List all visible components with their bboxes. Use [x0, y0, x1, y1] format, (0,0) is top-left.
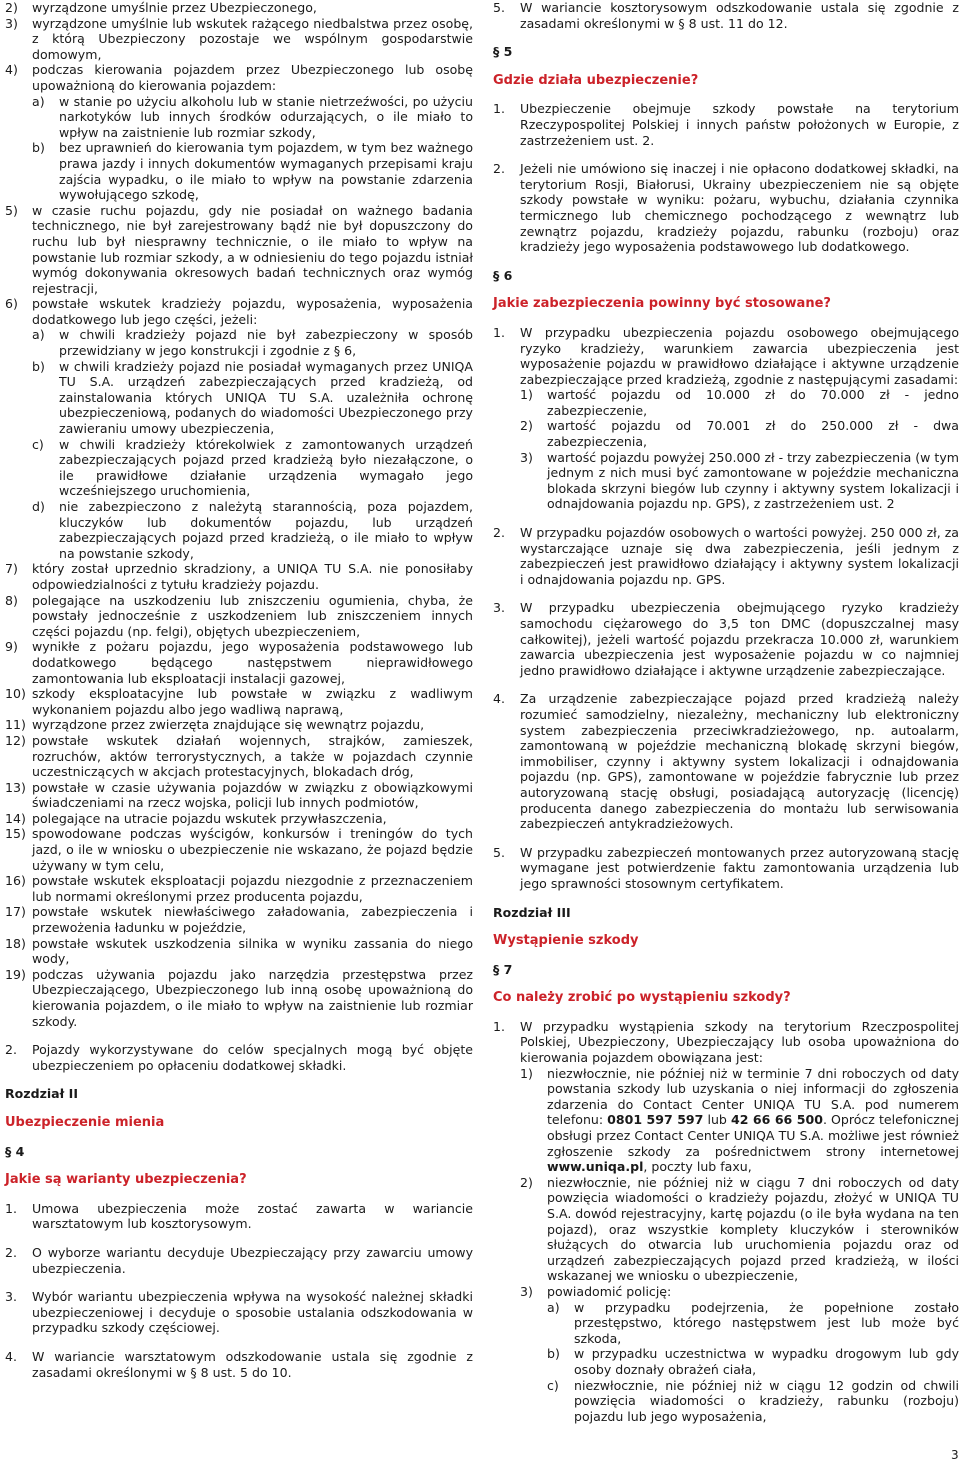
- list-item: [5, 826, 473, 873]
- list-item-number: 2): [520, 418, 533, 434]
- list-item: [5, 561, 473, 592]
- list-item: [5, 94, 473, 141]
- list-item-text: w chwili kradzieży pojazd nie posiadał wymaganych przez UNIQA TU S.A. urządzeń zabezpieczających przed kradzieżą, od zainstalowania których UNIQA TU S.A. uzależniła ochronę ubezpieczeniową, podanych do wiadomości Ubezpieczonego przy zawieraniu umowy ubezpieczenia,: [59, 358, 473, 437]
- list-item-text: powstałe wskutek eksploatacji pojazdu niezgodnie z przeznaczeniem lub normami określonymi przez producenta pojazdu,: [32, 873, 473, 904]
- list-item-text: powstałe wskutek działań wojennych, strajków, zamieszek, rozruchów, aktów terrorystycznych, a także w pojazdach czynnie uczestniczących w akcjach protestacyjnych, blokadach dróg,: [32, 732, 473, 780]
- list-item: [5, 499, 473, 561]
- list-item-text: w chwili kradzieży którekolwiek z zamontowanych urządzeń zabezpieczających pojazd przed kradzieżą było niezałączone, o ile prawidłowe działanie urządzenia wymagało jego wcześniejszego uruchomienia,: [59, 436, 473, 499]
- chapter-title: Ubezpieczenie mienia: [5, 1114, 165, 1130]
- list-item-number: c): [32, 436, 44, 452]
- list-item: [493, 1346, 959, 1377]
- list-item: [5, 359, 473, 437]
- list-item-number: 2): [5, 0, 18, 15]
- page-number: 3: [951, 1448, 959, 1462]
- list-item: [5, 873, 473, 904]
- item-2: 2. Pojazdy wykorzystywane do celów specjalnych mogą być objęte ubezpieczeniem po opłaceniu dodatkowej składki.: [5, 1042, 473, 1073]
- list-item-number: 2.: [5, 1244, 17, 1260]
- item-7-1-1: 1) niezwłocznie, nie później niż w terminie 7 dni roboczych od daty powstania szkody lub uzyskania o niej informacji do zgłoszenia zdarzenia do Contact Center UNIQA TU S.A. pod numerem telefonu: 0801 597 597 lub 42 66 66 500. Oprócz telefonicznej obsługi przez Contact Center UNIQA TU S.A. możliwe jest również zgłoszenie szkody za pośrednictwem strony internetowej www.uniqa.pl, poczty lub faxu,: [520, 1065, 959, 1175]
- list-item: [493, 525, 959, 587]
- list-item-text: Umowa ubezpieczenia może zostać zawarta w wariancie warsztatowym lub kosztorysowym.: [32, 1200, 473, 1232]
- list-item-number: 2): [520, 1174, 533, 1190]
- list-item: [493, 1300, 959, 1347]
- list-item: [493, 1284, 959, 1300]
- list-item-text: powstałe w czasie używania pojazdów w związku z obowiązkowymi świadczeniami na rzecz wojska, policji lub innych podmiotów,: [32, 779, 473, 811]
- section-heading: § 6: [493, 267, 513, 283]
- list-item: [5, 0, 473, 16]
- list-item-text: O wyborze wariantu decyduje Ubezpieczający przy zawarciu umowy ubezpieczenia.: [32, 1244, 473, 1276]
- list-item-text: nie zabezpieczono z należytą starannością, poza pojazdem, kluczyków lub dokumentów pojazdu, lub urządzeń zabezpieczających pojazd przed kradzieżą, o ile miało to wpływ na powstanie szkody,: [59, 499, 473, 561]
- list-item-text: Ubezpieczenie obejmuje szkody powstałe na terytorium Rzeczypospolitej Polskiej i innych państw położonych w Europie, z zastrzeżeniem ust. 2.: [520, 101, 959, 148]
- list-item: [5, 593, 473, 640]
- list-item: [5, 936, 473, 967]
- list-item-text: powstałe wskutek niewłaściwego załadowania, zabezpieczenia i przewożenia ładunku w pojeździe,: [32, 904, 473, 936]
- list-item: [5, 1245, 473, 1276]
- list-item-number: 15): [5, 826, 26, 842]
- list-item-text: polegające na utracie pojazdu wskutek przywłaszczenia,: [32, 810, 387, 826]
- list-item-text: wyrządzone przez zwierzęta znajdujące się wewnątrz pojazdu,: [32, 717, 425, 733]
- list-item-number: 7): [5, 561, 18, 577]
- list-item-text: powstałe wskutek kradzieży pojazdu, wyposażenia, wyposażenia dodatkowego lub jego części, jeżeli:: [32, 296, 473, 327]
- list-item-number: 3): [520, 449, 533, 465]
- chapter-heading: Rozdział III: [493, 904, 571, 920]
- list-item-text: w czasie ruchu pojazdu, gdy nie posiadał on ważnego badania technicznego, nie był zarejestrowany bądź nie był dopuszczony do ruchu lub był niesprawny technicznie, o ile miało to wpływ na powstanie lub rozmiar szkody, a w odniesieniu do tego pojazdu istniał wymóg dokonywania okresowych badań technicznych oraz wymóg rejestracji,: [32, 202, 473, 296]
- item-5: 5. W wariancie kosztorysowym odszkodowanie ustala się zgodnie z zasadami określonymi w § 8 ust. 11 do 12.: [493, 0, 959, 31]
- list-item-number: 10): [5, 686, 26, 702]
- list-item-number: c): [547, 1377, 559, 1393]
- chapter-title: Wystąpienie szkody: [493, 933, 639, 949]
- list-item: [493, 325, 959, 387]
- list-item-number: d): [32, 499, 45, 514]
- list-item-text: W przypadku ubezpieczenia pojazdu osobowego obejmującego ryzyko kradzieży, warunkiem zawarcia ubezpieczenia jest wyposażenie pojazdu w prawidłowo działające i aktywne urządzenie zabezpieczające przed kradzieżą, zgodnie z następującymi zasadami:: [520, 324, 959, 387]
- list-item: [493, 600, 959, 678]
- list-item: [493, 450, 959, 512]
- list-item: [493, 845, 959, 892]
- list-item-number: 1.: [493, 324, 505, 340]
- list-item-number: 4): [5, 62, 18, 78]
- list-item-number: 8): [5, 592, 18, 608]
- claim-steps-list: [493, 1175, 959, 1425]
- security-list: [493, 325, 959, 892]
- list-item: [493, 418, 959, 449]
- list-item-text: wartość pojazdu od 70.001 zł do 250.000 zł - dwa zabezpieczenia,: [547, 418, 959, 450]
- list-item-text: W przypadku ubezpieczenia obejmującego ryzyko kradzieży samochodu ciężarowego do 3,5 ton DMC (dopuszczalnej masy całkowitej), jeżeli wartość pojazdu przekracza 10.000 zł, warunkiem zawarcia ubezpieczenia jest wyposażenie pojazdu w co najmniej jedno prawidłowo działające i aktywne urządzenie zabezpieczające.: [520, 600, 959, 678]
- list-item: [5, 639, 473, 686]
- list-item-text: wartość pojazdu od 10.000 zł do 70.000 zł - jedno zabezpieczenie,: [547, 387, 959, 418]
- list-item-text: bez uprawnień do kierowania tym pojazdem, w tym bez ważnego prawa jazdy i innych dokumentów wymaganych przepisami kraju zajścia wypadku, o ile miało to wpływ na powstanie zdarzenia wywołującego szkodę,: [59, 140, 473, 203]
- list-item-text: niezwłocznie, nie później niż w ciągu 12 godzin od chwili powzięcia wiadomości o kradzieży, rabunku (rozboju) pojazdu lub jego wyposażenia,: [574, 1377, 959, 1424]
- list-item-number: 5): [5, 202, 18, 218]
- list-item-number: 5.: [493, 844, 505, 860]
- list-item-text: W przypadku pojazdów osobowych o wartości powyżej. 250 000 zł, za wystarczające uznaje się dwa zabezpieczenia, jeśli jednym z zabezpieczeń jest prawidłowo działający i aktywny system lokalizacji i odnajdowania pojazdu np. GPS.: [520, 525, 959, 587]
- section-heading: § 7: [493, 961, 513, 977]
- list-item-text: podczas kierowania pojazdem przez Ubezpieczonego lub osobę upoważnioną do kierowania pojazdem:: [32, 62, 473, 93]
- list-item-text: wyrządzone umyślnie przez Ubezpieczonego,: [32, 0, 317, 15]
- list-item-number: a): [547, 1299, 560, 1315]
- list-item-number: 16): [5, 873, 26, 889]
- list-item-number: 1.: [5, 1200, 17, 1216]
- list-item-number: 4.: [493, 691, 505, 707]
- list-item: [5, 16, 473, 63]
- list-item-number: a): [32, 93, 45, 109]
- list-item-number: b): [547, 1346, 560, 1362]
- list-item-number: 12): [5, 732, 26, 748]
- exclusions-list: [5, 0, 473, 1029]
- list-item: [5, 967, 473, 1029]
- list-item: [5, 437, 473, 499]
- list-item-number: 2.: [493, 161, 505, 177]
- list-item-text: powiadomić policję:: [547, 1283, 672, 1299]
- section-question: Jakie zabezpieczenia powinny być stosowane?: [493, 296, 831, 312]
- list-item: [5, 1201, 473, 1232]
- list-item-number: 3): [520, 1283, 533, 1299]
- list-item-text: polegające na uszkodzeniu lub zniszczeniu ogumienia, chyba, że powstały jednocześnie z uszkodzeniem lub zniszczeniem innych części pojazdu (np. felgi), objętych ubezpieczeniem,: [32, 592, 473, 639]
- list-item-text: powstałe wskutek uszkodzenia silnika w wyniku zassania do niego wody,: [32, 935, 473, 967]
- list-item-number: 3): [5, 15, 18, 31]
- list-item-text: szkody eksploatacyjne lub powstałe w związku z wadliwym wykonaniem pojazdu albo jego wadliwą naprawą,: [32, 686, 473, 717]
- list-item: [5, 140, 473, 202]
- item-7-1: 1. W przypadku wystąpienia szkody na terytorium Rzeczpospolitej Polskiej, Ubezpieczony, Ubezpieczający lub osoba upoważniona do kierowania pojazdem obowiązana jest:: [493, 1018, 959, 1066]
- list-item: [5, 904, 473, 935]
- list-item: [493, 161, 959, 255]
- list-item-number: 3.: [5, 1289, 17, 1305]
- list-item-number: 18): [5, 935, 26, 951]
- list-item-number: 1.: [493, 101, 505, 117]
- section-question: Jakie są warianty ubezpieczenia?: [5, 1172, 247, 1188]
- list-item: [493, 387, 959, 418]
- list-item: [5, 717, 473, 733]
- list-item-number: 9): [5, 639, 18, 655]
- list-item: [5, 296, 473, 327]
- list-item: [5, 811, 473, 827]
- list-item-text: W przypadku zabezpieczeń montowanych przez autoryzowaną stację wymagane jest potwierdzenie faktu zamontowania urządzenia lub jego sprawności stosownym certyfikatem.: [520, 844, 959, 891]
- list-item-text: wartość pojazdu powyżej 250.000 zł - trzy zabezpieczenia (w tym jednym z nich musi być zamontowane w pojeździe mechaniczna blokada skrzyni biegów lub czynny i aktywny system lokalizacji i odnajdowania pojazdu np. GPS), z zastrzeżeniem ust. 2: [547, 449, 959, 512]
- list-item: [493, 101, 959, 148]
- list-item-text: w stanie po użyciu alkoholu lub w stanie nietrzeźwości, po użyciu narkotyków lub innych środków odurzających, o ile miało to wpływ na zaistnienie lub rozmiar szkody,: [59, 93, 473, 140]
- list-item-number: 4.: [5, 1348, 17, 1364]
- variants-list: [5, 1201, 473, 1380]
- territory-list: [493, 101, 959, 254]
- list-item-number: 3.: [493, 600, 505, 616]
- list-item-text: Wybór wariantu ubezpieczenia wpływa na wysokość należnej składki ubezpieczeniowej i decyduje o sposobie ustalania odszkodowania w przypadku szkody częściowej.: [32, 1289, 473, 1336]
- list-item-number: 17): [5, 904, 26, 920]
- list-item-text: który został uprzednio skradziony, a UNIQA TU S.A. nie ponosiłaby odpowiedzialności z tytułu kradzieży pojazdu.: [32, 561, 473, 592]
- list-item: [5, 203, 473, 297]
- list-item-text: W wariancie warsztatowym odszkodowanie ustala się zgodnie z zasadami określonymi w § 8 ust. 5 do 10.: [32, 1348, 473, 1380]
- list-item-text: w chwili kradzieży pojazd nie był zabezpieczony w sposób przewidziany w jego konstrukcji i zgodnie z § 6,: [59, 327, 473, 359]
- list-item-text: wyrządzone umyślnie lub wskutek rażącego niedbalstwa przez osobę, z którą Ubezpieczony pozostaje we wspólnym gospodarstwie domowym,: [32, 15, 473, 62]
- list-item-text: wynikłe z pożaru pojazdu, jego wyposażenia podstawowego lub dodatkowego będącego następstwem nieprawidłowego zamontowania lub eksploatacji instalacji gazowej,: [32, 639, 473, 686]
- list-item-text: niezwłocznie, nie później niż w ciągu 7 dni roboczych od daty powzięcia wiadomości o kradzieży pojazdu, złożyć w UNIQA TU S.A. dowód rejestracyjny, kartę pojazdu (o ile była wydana na ten pojazd), oraz wszystkie komplety kluczyków i sterowników służących do otwarcia lub uruchomienia pojazdu oraz od urządzeń zabezpieczających pojazd przed kradzieżą, w ilości wskazanej we wniosku o ubezpieczenie,: [547, 1174, 959, 1284]
- list-item-text: Jeżeli nie umówiono się inaczej i nie opłacono dodatkowej składki, na terytorium Rosji, Białorusi, Ukrainy ubezpieczeniem nie są objęte szkody powstałe w wyniku: pożaru, wybuchu, działania czynnika termicznego lub chemicznego pochodzącego z wewnątrz lub zewnątrz pojazdu, kradzieży pojazdu, rabunku (rozboju) oraz kradzieży jego wyposażenia podstawowego lub dodatkowego.: [520, 161, 959, 255]
- list-item-number: b): [32, 140, 45, 156]
- list-item-text: podczas używania pojazdu jako narzędzia przestępstwa przez Ubezpieczającego, Ubezpieczonego lub inną osobę upoważnioną do kierowania pojazdem, o ile miało to wpływ na zaistnienie lub rozmiar szkody.: [32, 966, 473, 1029]
- list-item-number: 6): [5, 296, 18, 312]
- list-item: [5, 1349, 473, 1380]
- list-item-number: 19): [5, 966, 26, 982]
- list-item-number: 1): [520, 387, 533, 403]
- list-item-number: a): [32, 327, 45, 343]
- list-item-number: 14): [5, 810, 26, 826]
- section-question: Gdzie działa ubezpieczenie?: [493, 72, 699, 88]
- list-item: [5, 62, 473, 93]
- list-item-number: 13): [5, 779, 26, 795]
- list-item-text: spowodowane podczas wyścigów, konkursów i treningów do tych jazd, o ile w wniosku o ubezpieczenie nie wskazano, że pojazd będzie używany w tym celu,: [32, 826, 473, 873]
- list-item-text: Za urządzenie zabezpieczające pojazd przed kradzieżą należy rozumieć samodzielny, niezależny, mechaniczny lub elektroniczny system zabezpieczenia przeciwkradzieżowego, np. autoalarm, zamontowaną w pojeździe mechaniczną blokadę skrzyni biegów, immobiliser, czynny i aktywny system lokalizacji i odnajdowania pojazdu (np. GPS), zamontowane w pojeździe fabrycznie lub przez autoryzowaną stację obsługi, posiadającą autoryzację (licencję) producenta danego zabezpieczenia do montażu lub serwisowania zabezpieczeń antykradzieżowych.: [520, 691, 959, 832]
- list-item: [5, 780, 473, 811]
- section-heading: § 4: [5, 1143, 25, 1159]
- list-item: [5, 733, 473, 780]
- list-item: [493, 1175, 959, 1284]
- left-column: [5, 0, 473, 1380]
- section-heading: § 5: [493, 44, 513, 60]
- list-item: [493, 691, 959, 831]
- right-column: [493, 0, 959, 1424]
- list-item-number: b): [32, 358, 45, 374]
- chapter-heading: Rozdział II: [5, 1086, 78, 1102]
- list-item: [5, 686, 473, 717]
- list-item: [5, 327, 473, 358]
- list-item-number: 11): [5, 717, 26, 733]
- list-item: [5, 1289, 473, 1336]
- list-item-text: w przypadku podejrzenia, że popełnione zostało przestępstwo, którego następstwem jest lub może być szkoda,: [574, 1299, 959, 1346]
- list-item-number: 2.: [493, 525, 505, 541]
- list-item: [493, 1378, 959, 1425]
- section-question: Co należy zrobić po wystąpieniu szkody?: [493, 990, 791, 1006]
- list-item-text: w przypadku uczestnictwa w wypadku drogowym lub gdy osoby doznały obrażeń ciała,: [574, 1346, 959, 1377]
